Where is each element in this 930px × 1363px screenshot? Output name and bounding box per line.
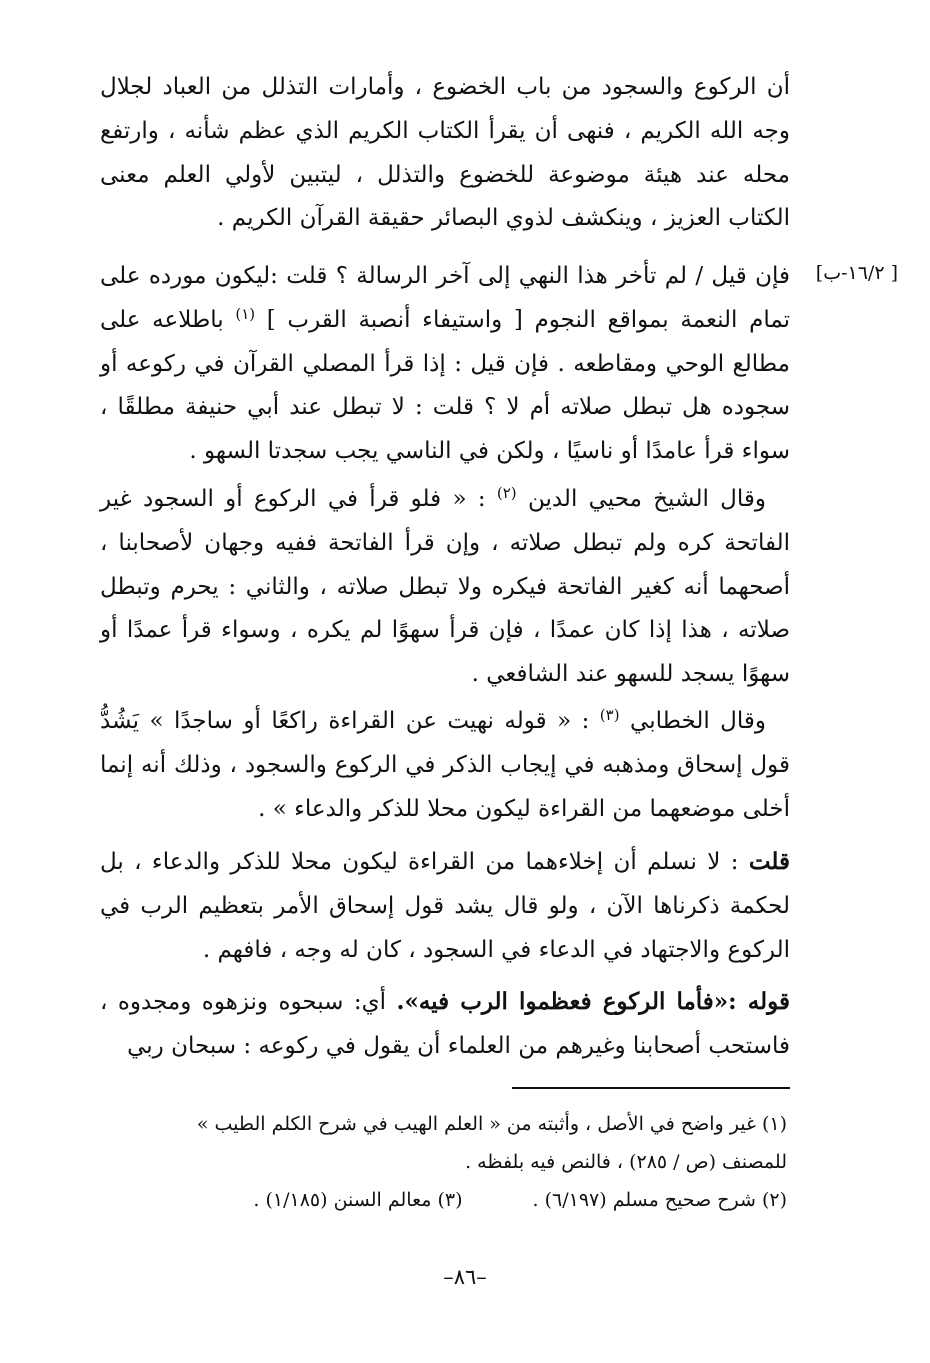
footnote-marker-3: (٣) [599,706,620,724]
footnote-separator [512,1087,790,1089]
page-number: –٨٦– [443,1265,487,1289]
paragraph-5-text: : لا نسلم أن إخلاءهما من القراءة ليكون محلا للذكر والدعاء ، بل لحكمة ذكرناها الآن ، ولو قال يشد قول إسحاق الأمر بتعظيم الرب في الركوع والاجتهاد في الدعاء في السجود ، كان له وجه ، فافهم . [100,849,790,963]
paragraph-6 [100,980,790,1069]
paragraph-5 [100,840,790,972]
footnote-3: (٣) معالم السنن (١/١٨٥) . [253,1189,463,1211]
paragraph-1: أن الركوع والسجود من باب الخضوع ، وأمارات التذلل من العباد لجلال وجه الله الكريم ، فنهى أن يقرأ الكتاب الكريم الذي عظم شأنه ، وارتفع محله عند هيئة موضوعة للخضوع والتذلل ، ليتبين لأولي العلم معنى الكتاب العزيز ، وينكشف لذوي البصائر حقيقة القرآن الكريم . [100,74,790,232]
paragraph-4 [100,700,790,831]
paragraph-3-text-a: وقال الشيخ محيي الدين [527,486,767,512]
paragraph-3-text-b: : « فلو قرأ في الركوع أو السجود غير الفاتحة كره ولم تبطل صلاته ، وإن قرأ الفاتحة ففيه وجهان لأصحابنا ، أصحهما أنه كغير الفاتحة فيكره ولا تبطل صلاته ، والثاني : يحرم وتبطل صلاته ، هذا إذا كان عمدًا ، فإن قرأ سهوًا لم يكره ، وسواء قرأ عمدًا أو سهوًا يسجد للسهو عند الشافعي . [100,486,790,688]
footnote-marker-1: (١) [235,304,256,323]
footnote-marker-2: (٢) [496,484,517,502]
footnote-1-line-1: (١) غير واضح في الأصل ، وأثبته من « العلم الهيب في شرح الكلم الطيب » [196,1113,787,1135]
paragraph-6-lead: قوله :«فأما الركوع فعظموا الرب فيه». [396,988,790,1015]
paragraph-2-text-a: فإن قيل / لم تأخر هذا النهي إلى آخر الرسالة ؟ قلت :ليكون مورده على تمام النعمة بمواقع النجوم [ واستيفاء أنصبة القرب ] [100,263,791,333]
paragraph-4-text-b: : « قوله نهيت عن القراءة راكعًا أو ساجدًا » يَشُدُّ قول إسحاق ومذهبه في إيجاب الذكر في الركوع والسجود ، وذلك أنه إنما أخلى موضعهما من القراءة ليكون محلا للذكر والدعاء » . [100,708,790,822]
paragraph-5-lead: قلت [748,848,791,875]
footnote-1-line-2: للمصنف (ص / ٢٨٥) ، فالنص فيه بلفظه . [465,1151,787,1173]
paragraph-2-text-b: باطلاعه على مطالع الوحي ومقاطعه . فإن قيل : إذا قرأ المصلي القرآن في ركوعه أو سجوده هل تبطل صلاته أم لا ؟ قلت : لا تبطل عند أبي حنيفة مطلقًا ، سواء قرأ عامدًا أو ناسيًا ، ولكن في الناسي يجب سجدتا السهو . [100,306,790,465]
margin-manuscript-reference: [ ١٦/٢-ب] [815,262,898,284]
paragraph-6-text: أي: سبحوه ونزهوه ومجدوه ، فاستحب أصحابنا وغيرهم من العلماء أن يقول في ركوعه : سبحان ربي [100,989,790,1059]
paragraph-3 [100,478,790,697]
footnote-2: (٢) شرح صحيح مسلم (٦/١٩٧) . [532,1189,787,1211]
paragraph-2 [100,255,790,474]
footnotes-2-3 [105,1183,787,1217]
paragraph-4-text-a: وقال الخطابي [630,708,766,734]
